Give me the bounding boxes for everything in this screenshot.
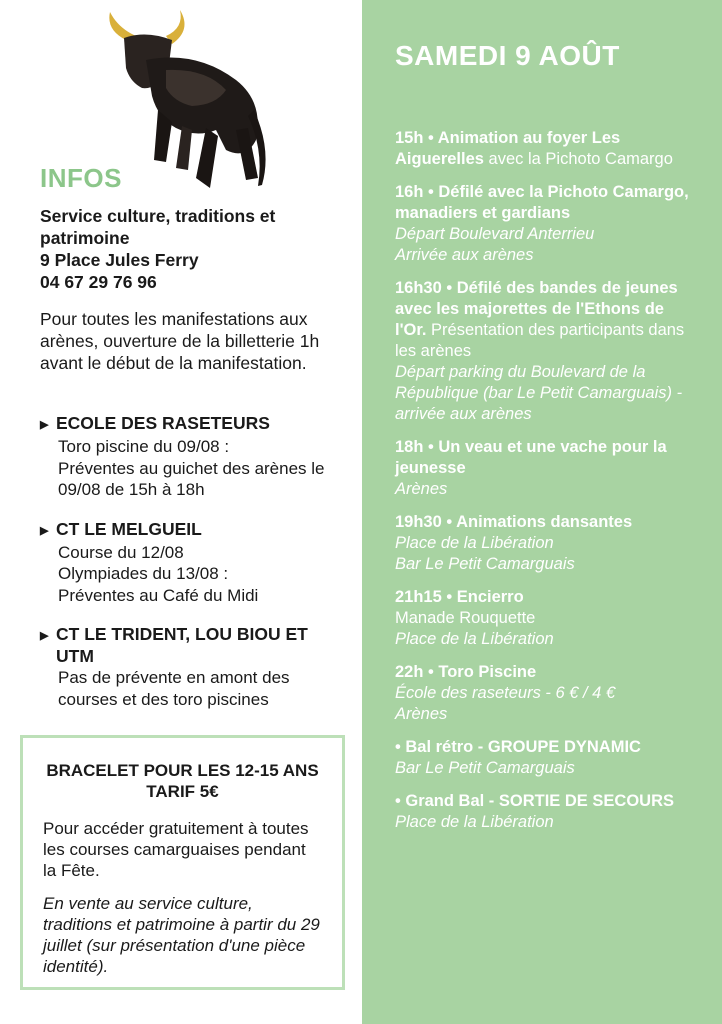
bracelet-box [20,735,345,990]
event-location: Arènes [395,705,448,723]
bracelet-sale-info: En vente au service culture, traditions et patrimoine à partir du 29 juillet (sur présentation d'une pièce identité). [43,894,320,976]
event-title: 16h • Défilé avec la Pichoto Camargo, manadiers et gardians [395,183,689,222]
event-location: Bar Le Petit Camarguais [395,555,575,573]
contact-address: 9 Place Jules Ferry [40,250,199,270]
event-title: 15h • Animation au foyer Les Aiguerelles [395,129,621,168]
event-location: École des raseteurs - 6 € / 4 € [395,684,616,702]
section-line: Préventes au Café du Midi [58,585,259,605]
event-item [395,128,695,170]
event-location: Départ Boulevard Anterrieu [395,225,595,243]
triangle-bullet-icon: ▶ [40,524,49,537]
event-title: 16h30 • Défilé des bandes de jeunes avec les majorettes de l'Ethons de l'Or. [395,279,678,339]
event-item [395,662,695,725]
section-ecole-raseteurs [40,412,350,501]
event-location: Bar Le Petit Camarguais [395,759,575,777]
day-title: SAMEDI 9 AOÛT [395,40,620,71]
event-item [395,512,695,575]
event-title: • Bal rétro - GROUPE DYNAMIC [395,738,641,756]
section-ct-trident [40,623,350,710]
event-detail: Manade Rouquette [395,609,536,627]
section-title: CT LE TRIDENT, LOU BIOU ET UTM [56,624,308,666]
section-line: Pas de prévente en amont des courses et des toro piscines [58,668,290,709]
bracelet-text: Pour accéder gratuitement à toutes les courses camarguaises pendant la Fête. [43,819,309,880]
bracelet-price: TARIF 5€ [146,782,219,801]
section-line: Course du 12/08 [58,542,184,562]
event-location: Départ parking du Boulevard de la République (bar Le Petit Camarguais) - arrivée aux arènes [395,363,683,423]
infos-title: INFOS [40,163,122,193]
section-line: Toro piscine du 09/08 : [58,437,230,456]
section-line: Préventes au guichet des arènes le 09/08 de 15h à 18h [58,458,325,499]
event-detail: Présentation des participants dans les arènes [395,321,685,360]
event-item [395,278,695,425]
event-detail: avec la Pichoto Camargo [483,150,673,168]
ticket-sections [40,412,350,727]
event-title: 19h30 • Animations dansantes [395,513,633,531]
section-ct-melgueil [40,518,350,607]
intro-text: Pour toutes les manifestations aux arènes, ouverture de la billetterie 1h avant le début de la manifestation. [40,309,320,373]
event-location: Place de la Libération [395,534,554,552]
event-location: Place de la Libération [395,813,554,831]
event-item [395,437,695,500]
triangle-bullet-icon: ▶ [40,419,49,431]
contact-block [40,205,350,293]
event-item [395,737,695,779]
contact-service: Service culture, traditions et patrimoine [40,206,276,248]
event-title: 22h • Toro Piscine [395,663,537,681]
event-item [395,587,695,650]
event-location: Arènes [395,480,448,498]
bracelet-title-line: BRACELET POUR LES 12-15 ANS [46,761,319,780]
event-item [395,182,695,266]
event-title: • Grand Bal - SORTIE DE SECOURS [395,792,674,810]
section-line: Olympiades du 13/08 : [58,564,229,583]
bracelet-title [43,760,322,802]
bull-illustration [96,10,276,200]
event-location: Place de la Libération [395,630,554,648]
section-title: ECOLE DES RASETEURS [56,413,270,433]
event-title: 21h15 • Encierro [395,588,524,606]
section-title: CT LE MELGUEIL [56,518,202,539]
event-item [395,791,695,833]
contact-phone: 04 67 29 76 96 [40,272,157,292]
event-list [395,128,695,845]
event-title: 18h • Un veau et une vache pour la jeunesse [395,438,667,477]
event-location: Arrivée aux arènes [395,246,534,264]
triangle-bullet-icon: ▶ [40,630,49,642]
